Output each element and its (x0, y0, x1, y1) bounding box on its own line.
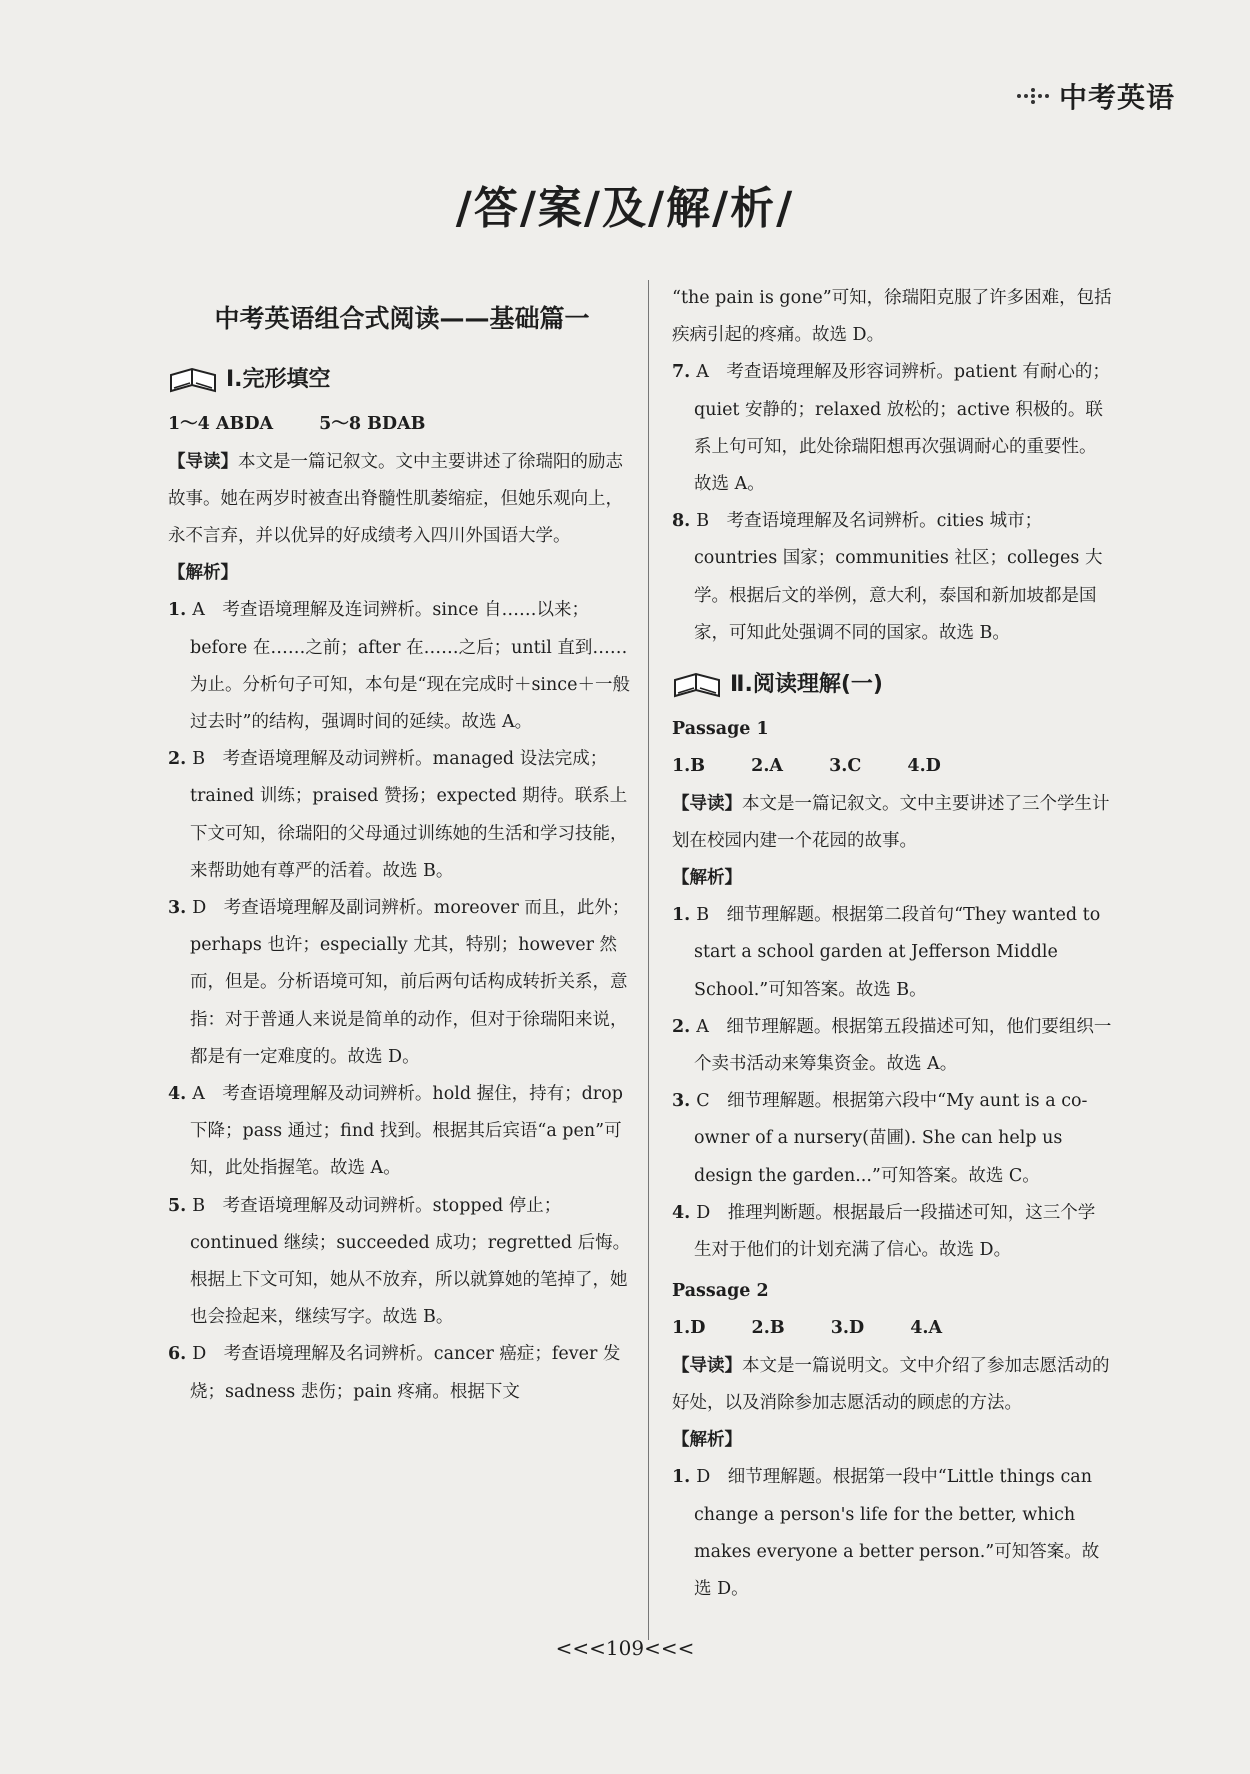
item-number: 3. (672, 1091, 691, 1112)
intro-text: 本文是一篇记叙文。文中主要讲述了徐瑞阳的励志故事。她在两岁时被查出脊髓性肌萎缩症，但她乐观向上，永不言弃，并以优异的好成绩考入四川外国语大学。 (168, 451, 623, 547)
cloze-item (168, 741, 636, 890)
answer: 3.D (830, 1318, 865, 1339)
item-number: 5. (168, 1195, 187, 1216)
cloze-item (672, 503, 1112, 652)
item-text: A 考查语境理解及动词辨析。hold 握住，持有；drop 下降；pass 通过；find 找到。根据其后宾语“a pen”可知，此处指握笔。故选 A。 (190, 1084, 623, 1179)
item-text: B 考查语境理解及名词辨析。cities 城市；countries 国家；communities 社区；colleges 大学。根据后文的举例，意大利，泰国和新加坡都是国家，可知此处强调不同的国家。故选 B。 (694, 511, 1103, 643)
passage-title: Passage 1 (672, 719, 769, 740)
item-text: C 细节理解题。根据第六段中“My aunt is a co-owner of a nursery(苗圃). She can help us design the garden...”可知答案。故选 C。 (694, 1091, 1088, 1186)
item-text: D 推理判断题。根据最后一段描述可知，这三个学生对于他们的计划充满了信心。故选 D。 (694, 1202, 1096, 1261)
dots-decoration-icon (1017, 88, 1049, 104)
intro-tag: 【导读】 (672, 1355, 742, 1376)
item-number: 6. (168, 1344, 187, 1365)
section-title: 中考英语组合式阅读——基础篇一 (214, 304, 590, 333)
answer: 4.A (910, 1318, 943, 1339)
item-text: A 考查语境理解及形容词辨析。patient 有耐心的；quiet 安静的；relaxed 放松的；active 积极的。联系上句可知，此处徐瑞阳想再次强调耐心的重要性。故选 A。 (694, 362, 1110, 495)
page-title: /答/案/及/解/析/ (455, 183, 795, 234)
answer: 1.B (672, 756, 706, 777)
item-text: D 细节理解题。根据第一段中“Little things can change a person's life for the better, which makes everyone a better person.”可知答案。故选 D。 (694, 1467, 1100, 1599)
item-number: 8. (672, 511, 691, 532)
header-title: 中考英语 (1058, 81, 1175, 114)
item-number: 3. (168, 898, 187, 919)
answer: 4.D (907, 756, 941, 777)
passage-title: Passage 2 (672, 1281, 769, 1302)
reading-heading-text: Ⅱ.阅读理解(一) (730, 672, 883, 698)
intro-tag: 【导读】 (168, 451, 238, 472)
passage-intro (672, 1348, 1112, 1422)
analysis-tag: 【解析】 (672, 1430, 742, 1451)
item-number: 7. (672, 362, 691, 383)
cloze-item (168, 890, 636, 1076)
reading-item (672, 1083, 1112, 1195)
answer: 2.B (751, 1318, 785, 1339)
reading-item (672, 897, 1112, 1009)
cloze-answers (168, 406, 636, 443)
analysis-tag: 【解析】 (168, 563, 238, 584)
cloze-heading (168, 361, 636, 398)
left-column (168, 280, 636, 1411)
intro-tag: 【导读】 (672, 793, 742, 814)
open-book-icon (672, 670, 722, 700)
item-text: D 考查语境理解及副词辨析。moreover 而且，此外；perhaps 也许；especially 尤其，特别；however 然而，但是。分析语境可知，前后两句话构成转折关系，意指：对于普通人来说是简单的动作，但对于徐瑞阳来说，都是有一定难度的。故选 D。 (190, 898, 630, 1067)
cloze-heading-text: Ⅰ.完形填空 (226, 367, 331, 393)
item-text: B 细节理解题。根据第二段首句“They wanted to start a school garden at Jefferson Middle School.”可知答案。故选 B。 (694, 905, 1101, 1000)
item-text: B 考查语境理解及动词辨析。managed 设法完成；trained 训练；praised 赞扬；expected 期待。联系上下文可知，徐瑞阳的父母通过训练她的生活和学习技能，来帮助她有尊严的活着。故选 B。 (190, 749, 628, 881)
item-number: 1. (672, 905, 691, 926)
passage-answers (672, 1310, 1112, 1347)
item-number: 4. (672, 1202, 691, 1223)
reading-item (672, 1195, 1112, 1269)
reading-item (672, 1459, 1112, 1608)
cloze-item (168, 592, 636, 741)
item-text: B 考查语境理解及动词辨析。stopped 停止；continued 继续；succeeded 成功；regretted 后悔。根据上下文可知，她从不放弃，所以就算她的笔掉了，她也会捡起来，继续写字。故选 B。 (190, 1195, 631, 1328)
item-number: 1. (672, 1467, 691, 1488)
cloze-item (672, 354, 1112, 503)
column-divider (648, 280, 649, 1640)
answer: 2.A (751, 756, 784, 777)
answer: 1.D (672, 1318, 706, 1339)
answer: 3.C (829, 756, 862, 777)
reading-item (672, 1009, 1112, 1083)
cloze-item (168, 1076, 636, 1188)
item-text: A 细节理解题。根据第五段描述可知，他们要组织一个卖书活动来筹集资金。故选 A。 (694, 1016, 1112, 1075)
item-number: 1. (168, 600, 187, 621)
continued-text: “the pain is gone”可知，徐瑞阳克服了许多困难，包括疾病引起的疼痛。故选 D。 (672, 288, 1112, 346)
right-column (672, 280, 1112, 1608)
intro-text: 本文是一篇记叙文。文中主要讲述了三个学生计划在校园内建一个花园的故事。 (672, 793, 1110, 851)
item-number: 4. (168, 1084, 187, 1105)
page-number: <<<109<<< (555, 1636, 695, 1660)
item-number: 2. (672, 1016, 691, 1037)
cloze-item (168, 1336, 636, 1410)
intro-text: 本文是一篇说明文。文中介绍了参加志愿活动的好处，以及消除参加志愿活动的顾虑的方法。 (672, 1355, 1110, 1413)
open-book-icon (168, 365, 218, 395)
passage-intro (672, 786, 1112, 860)
cloze-intro (168, 444, 636, 556)
item-text: A 考查语境理解及连词辨析。since 自……以来；before 在……之前；after 在……之后；until 直到……为止。分析句子可知，本句是“现在完成时＋since＋一般过去时”的结构，强调时间的延续。故选 A。 (190, 600, 630, 733)
item-text: D 考查语境理解及名词辨析。cancer 癌症；fever 发烧；sadness 悲伤；pain 疼痛。根据下文 (190, 1344, 621, 1402)
running-header (1017, 76, 1175, 116)
analysis-tag: 【解析】 (672, 868, 742, 889)
item-number: 2. (168, 749, 187, 770)
passage-answers (672, 748, 1112, 785)
reading-heading (672, 666, 1112, 703)
cloze-item (168, 1188, 636, 1337)
cloze-answers-group-1: 1～4 ABDA (168, 414, 274, 435)
cloze-answers-group-2: 5～8 BDAB (319, 414, 426, 435)
